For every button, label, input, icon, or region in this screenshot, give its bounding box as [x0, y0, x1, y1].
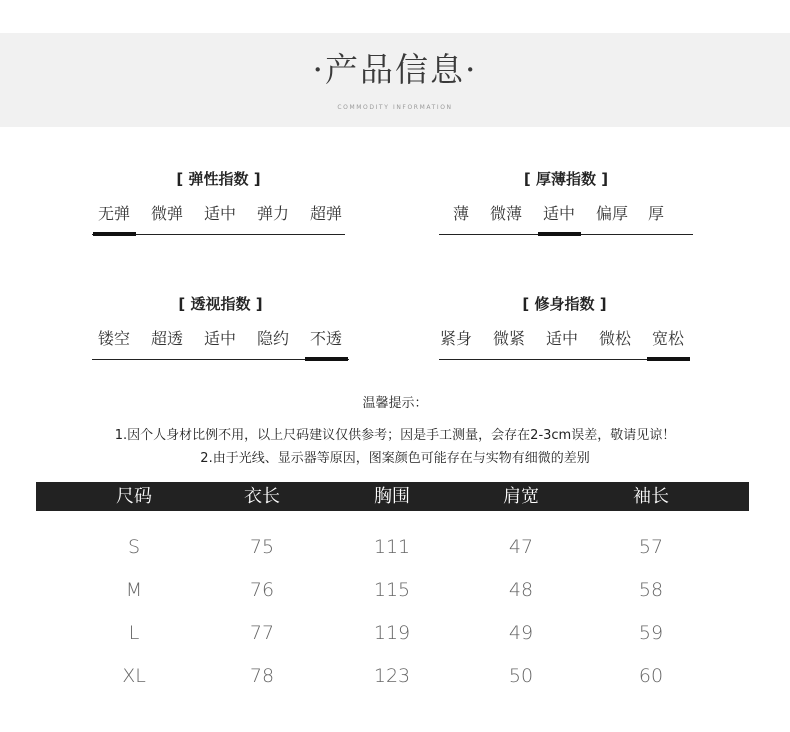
table-row: [36, 569, 749, 612]
scale-indicator: [305, 357, 348, 361]
table-cell: 123: [373, 665, 411, 687]
table-cell: L: [128, 622, 140, 644]
scale-option: 微弹: [150, 204, 183, 223]
table-cell: 47: [508, 536, 534, 558]
scale-option: 适中: [542, 204, 575, 223]
table-cell: XL: [122, 665, 146, 687]
table-cell: 50: [508, 665, 534, 687]
table-cell: 49: [508, 622, 534, 644]
scale-options: [439, 327, 690, 351]
scale-option: 弹力: [256, 204, 289, 223]
table-header-cell: 肩宽: [503, 486, 539, 507]
size-table: [36, 482, 749, 698]
scale-option: 微紧: [492, 329, 525, 348]
tips-heading: 温馨提示：: [362, 396, 428, 411]
table-cell: 57: [638, 536, 664, 558]
scale-options: [92, 327, 349, 351]
table-cell: 119: [373, 622, 411, 644]
table-cell: 59: [638, 622, 664, 644]
table-cell: 75: [249, 536, 275, 558]
scale-option: 厚: [647, 204, 664, 223]
tip-line-1: 1.因个人身材比例不用，以上尺码建议仅供参考；因是手工测量，会存在2-3cm误差，敬请见谅！: [114, 428, 676, 443]
scale-title: [ 修身指数 ]: [522, 295, 607, 313]
table-row: [36, 655, 749, 698]
scale-title: [ 厚薄指数 ]: [523, 170, 609, 188]
table-header-row: [36, 482, 749, 511]
scale-options: [92, 202, 345, 226]
table-row: [36, 612, 749, 655]
scale-option: 无弹: [97, 204, 130, 223]
table-cell: 111: [373, 536, 411, 558]
scale-option: 微薄: [489, 204, 522, 223]
scale-options: [439, 202, 693, 226]
table-cell: S: [127, 536, 141, 558]
table-cell: 60: [638, 665, 664, 687]
table-cell: 77: [249, 622, 275, 644]
scale-indicator: [538, 232, 581, 236]
scale-option: 紧身: [439, 329, 472, 348]
table-header-cell: 胸围: [374, 486, 410, 507]
scale-option: 镂空: [97, 329, 130, 348]
scale-option: 超弹: [309, 204, 342, 223]
table-cell: 115: [373, 579, 411, 601]
scale-option: 微松: [598, 329, 631, 348]
table-cell: 58: [638, 579, 664, 601]
scale-option: 偏厚: [595, 204, 628, 223]
table-row: [36, 526, 749, 569]
table-header-cell: 尺码: [116, 486, 152, 507]
scale-indicator: [93, 232, 136, 236]
scale-option: 适中: [203, 329, 236, 348]
scale-option: 薄: [452, 204, 469, 223]
scale-option: 超透: [150, 329, 183, 348]
scale-option: 宽松: [651, 329, 684, 348]
scale-option: 不透: [309, 329, 342, 348]
page-subtitle: COMMODITY INFORMATION: [337, 104, 453, 111]
scale-indicator: [647, 357, 690, 361]
scale-title: [ 透视指数 ]: [178, 295, 263, 313]
table-cell: 76: [249, 579, 275, 601]
table-cell: 78: [249, 665, 275, 687]
table-cell: 48: [508, 579, 534, 601]
scale-title: [ 弹性指数 ]: [176, 170, 261, 188]
scale-option: 适中: [203, 204, 236, 223]
table-cell: M: [125, 579, 143, 601]
table-header-cell: 袖长: [633, 486, 669, 507]
scale-option: 适中: [545, 329, 578, 348]
scale-option: 隐约: [256, 329, 289, 348]
page-title: ·产品信息·: [312, 50, 478, 89]
table-header-cell: 衣长: [244, 486, 280, 507]
tip-line-2: 2.由于光线、显示器等原因，图案颜色可能存在与实物有细微的差别: [200, 451, 590, 466]
